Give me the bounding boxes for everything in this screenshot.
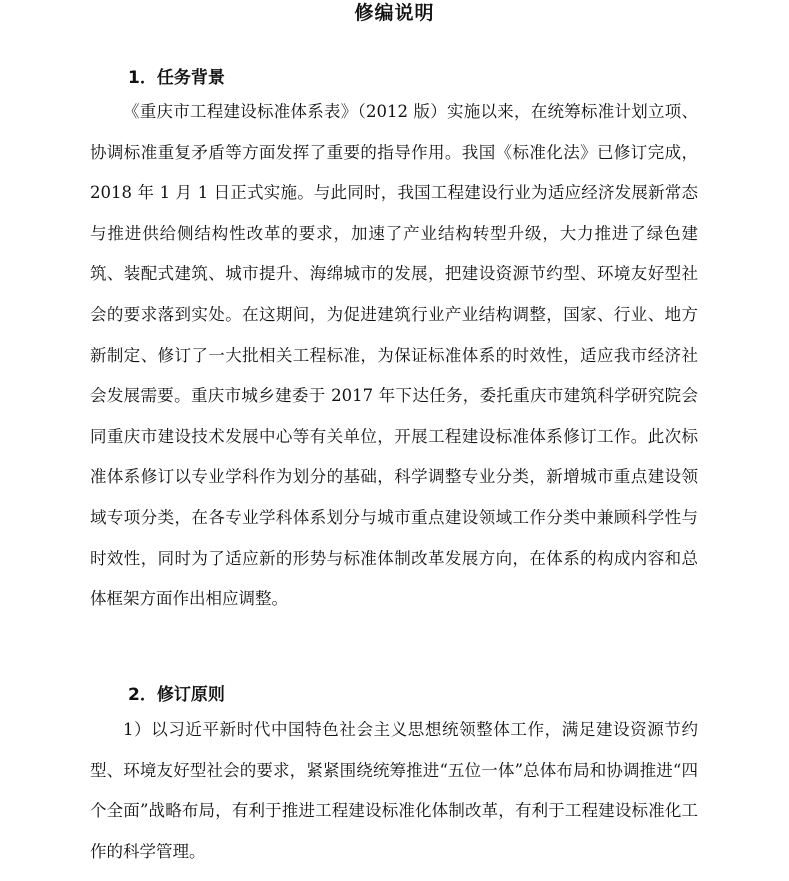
section-heading-background: 1．任务背景 bbox=[128, 68, 225, 88]
section-paragraph-principle-1: 1）以习近平新时代中国特色社会主义思想统领整体工作，满足建设资源节约型、环境友好型社会的要求，紧紧围绕统筹推进“五位一体”总体布局和协调推进“四个全面”战略布局，有利于推进工程建设标准化体制改革，有利于工程建设标准化工作的科学管理。 bbox=[90, 720, 698, 861]
section-heading-principles: 2．修订原则 bbox=[128, 685, 225, 705]
document-title: 修编说明 bbox=[354, 2, 435, 24]
section-paragraph-background: 《重庆市工程建设标准体系表》（2012 版）实施以来，在统筹标准计划立项、协调标准重复矛盾等方面发挥了重要的指导作用。我国《标准化法》已修订完成，2018 年 1 月 1 日正式实施。与此同时，我国工程建设行业为适应经济发展新常态与推进供给侧结构性改革的要求，加速了产业结构转型升级，大力推进了绿色建筑、装配式建筑、城市提升、海绵城市的发展，把建设资源节约型、环境友好型社会的要求落到实处。在这期间，为促进建筑行业产业结构调整，国家、行业、地方新制定、修订了一大批相关工程标准，为保证标准体系的时效性，适应我市经济社会发展需要。重庆市城乡建委于 2017 年下达任务，委托重庆市建筑科学研究院会同重庆市建设技术发展中心等有关单位，开展工程建设标准体系修订工作。此次标准体系修订以专业学科作为划分的基础，科学调整专业分类，新增城市重点建设领域专项分类，在各专业学科体系划分与城市重点建设领域工作分类中兼顾科学性与时效性，同时为了适应新的形势与标准体制改革发展方向，在体系的构成内容和总体框架方面作出相应调整。 bbox=[90, 102, 698, 609]
